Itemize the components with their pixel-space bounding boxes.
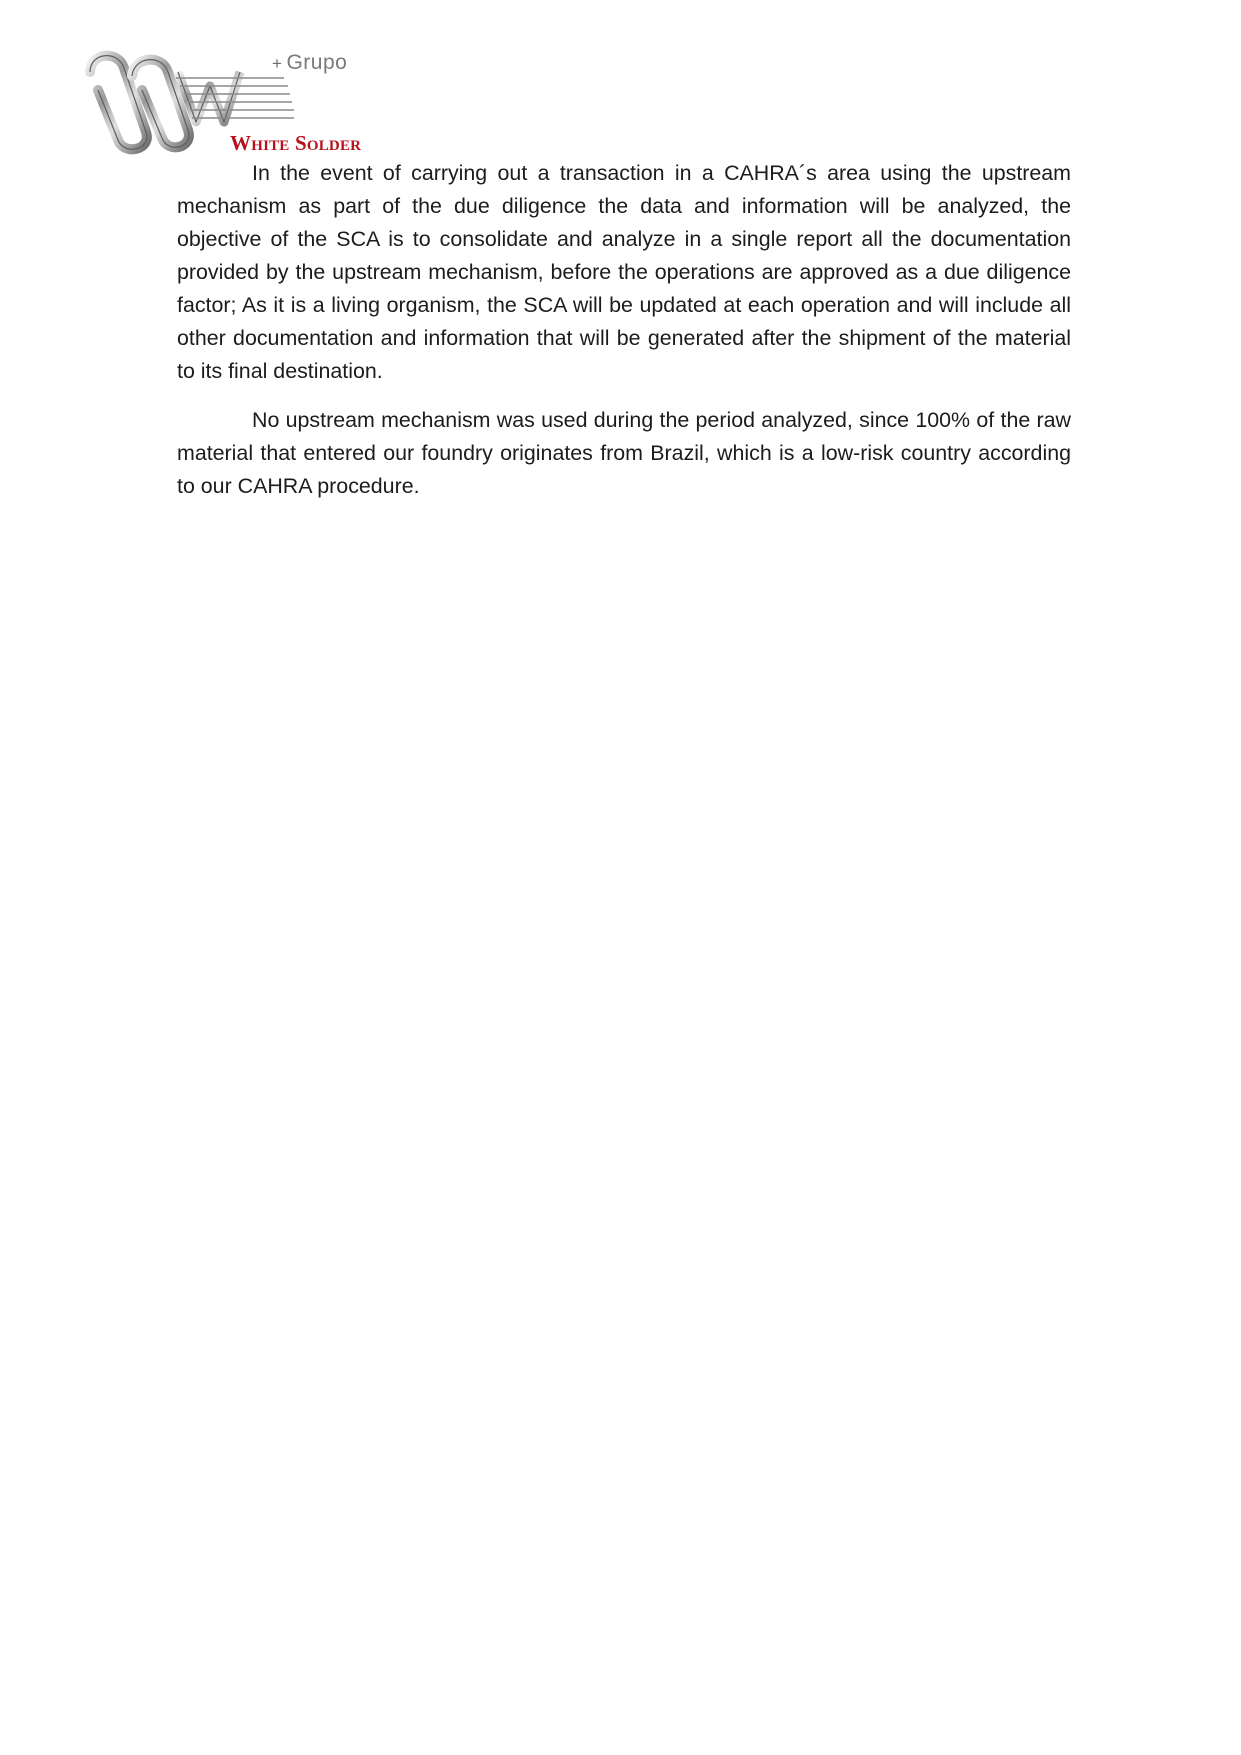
logo-brand-name: White Solder bbox=[230, 131, 362, 155]
logo-plus-sign: + bbox=[272, 54, 283, 73]
logo-group-label bbox=[272, 51, 347, 75]
paragraph-upstream-mechanism: In the event of carrying out a transaction in a CAHRA´s area using the upstream mechanism as part of the due diligence the data and information will be analyzed, the objective of the SCA is to consolidate and analyze in a single report all the documentation provided by the upstream mechanism, before the operations are approved as a due diligence factor; As it is a living organism, the SCA will be updated at each operation and will include all other documentation and information that will be generated after the shipment of the material to its final destination. bbox=[177, 161, 1071, 383]
paragraph-period-analysis: No upstream mechanism was used during the period analyzed, since 100% of the raw material that entered our foundry originates from Brazil, which is a low-risk country according to our CAHRA procedure. bbox=[177, 408, 1071, 498]
document-body bbox=[177, 157, 1071, 519]
logo-grupo-text: Grupo bbox=[286, 51, 348, 74]
